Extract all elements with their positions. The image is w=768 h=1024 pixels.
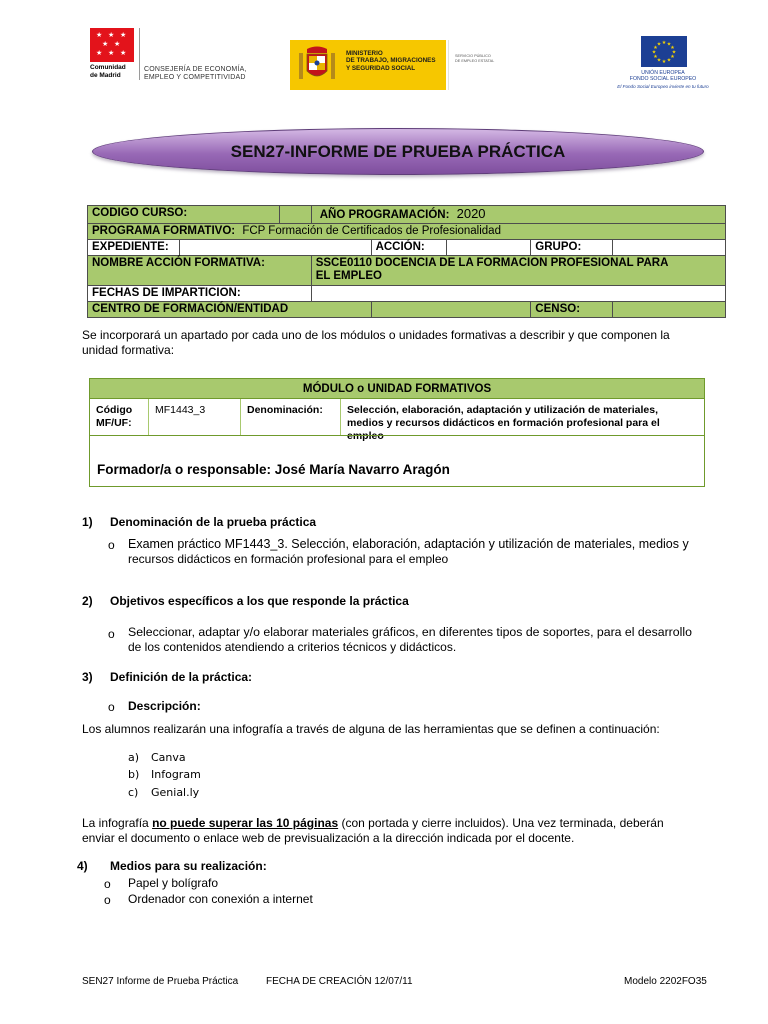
svg-text:★: ★ [653,54,658,61]
madrid-name: Comunidad de Madrid [90,64,126,79]
codigo-curso-value [279,206,311,224]
tool-item-canva: Canva [151,751,186,764]
eu-flag-icon [641,36,687,67]
centro-label: CENTRO DE FORMACIÓN/ENTIDAD [88,302,372,318]
ministerio-block [290,40,446,90]
section-2-number: 2) [82,594,93,608]
comunidad-madrid-logo [90,28,260,88]
section-3-number: 3) [82,670,93,684]
section-4-bullet: o [104,893,111,907]
fechas-label: FECHAS DE IMPARTICION: [88,286,312,302]
module-table [89,378,705,487]
page-title: SEN27-INFORME DE PRUEBA PRÁCTICA [230,142,566,161]
section-3-title: Definición de la práctica: [110,670,253,684]
programa-label: PROGRAMA FORMATIVO: [92,225,236,237]
svg-text:★: ★ [666,41,672,48]
responsable: Formador/a o responsable: José María Navarro Aragón [97,462,450,477]
censo-label: CENSO: [531,302,613,318]
section-1-bullet: o [108,538,115,552]
section-2-bullet: o [108,627,115,641]
codigo-mf-value: MF1443_3 [149,399,241,435]
intro-paragraph: Se incorporará un apartado por cada uno de los módulos o unidades formativas a describir y que componen la unidad formativa: [82,328,670,357]
nombre-accion-value: SSCE0110 DOCENCIA DE LA FORMACION PROFESIONAL PARA EL EMPLEO [311,256,725,286]
centro-value [371,302,531,318]
footer-model: Modelo 2202FO35 [624,976,707,987]
expediente-label: EXPEDIENTE: [88,240,180,256]
programa-value: FCP Formación de Certificados de Profesionalidad [242,225,501,237]
anio-label: AÑO PROGRAMACIÓN: [319,209,450,221]
section-3-note: La infografía no puede superar las 10 páginas (con portada y cierre incluidos). Una vez terminada, deberán enviar el documento o enlace web de previsualización a la dirección indicada por el docente. [82,816,664,845]
sepe-text: SERVICIO PÚBLICO DE EMPLEO ESTATAL [455,54,495,63]
grupo-value [613,240,726,256]
section-3-paragraph: Los alumnos realizarán una infografía a través de alguna de las herramientas que se definen a continuación: [82,722,660,736]
ministerio-text: MINISTERIO DE TRABAJO, MIGRACIONES Y SEGURIDAD SOCIAL [346,50,436,72]
footer-document-name: SEN27 Informe de Prueba Práctica [82,976,239,987]
course-info-table [87,205,726,318]
tool-item-marker: b) [128,768,140,781]
section-4-bullet: o [104,877,111,891]
media-item-paper: Papel y bolígrafo [128,876,219,890]
section-3-bullet: o [108,700,115,714]
union-europea-logo [608,36,718,94]
svg-text:★: ★ [666,57,672,64]
section-1-text: Examen práctico MF1443_3. Selección, elaboración, adaptación y utilización de materiales, medios y recursos didácticos en formación profesional para el empleo [128,537,689,566]
svg-text:★: ★ [656,41,662,48]
section-4-title: Medios para su realización: [110,859,267,873]
title-banner [92,128,704,175]
denominacion-value: Selección, elaboración, adaptación y utilización de materiales, medios y recursos didácticos en formación profesional para el empleo [347,404,660,442]
tool-item-genially: Genial.ly [151,786,200,799]
ministerio-logo [290,40,504,90]
section-2-title: Objetivos específicos a los que responde la práctica [110,594,409,608]
anio-programacion-cell [311,206,725,224]
ue-motto: El Fondo Social Europeo invierte en tu futuro [617,84,709,89]
section-1-number: 1) [82,515,93,529]
section-2-text: Seleccionar, adaptar y/o elaborar materiales gráficos, en diferentes tipos de soportes, para el desarrollo de los contenidos atendiendo a criterios técnicos y didácticos. [128,625,692,654]
fechas-value [311,286,725,302]
svg-text:★: ★ [651,49,657,56]
expediente-value [179,240,371,256]
programa-formativo-cell [88,224,726,240]
accion-label: ACCIÓN: [371,240,446,256]
svg-text:★: ★ [656,57,662,64]
grupo-label: GRUPO: [531,240,613,256]
svg-text:★: ★ [670,54,675,61]
media-item-computer: Ordenador con conexión a internet [128,892,313,906]
page-limit-emphasis: no puede superar las 10 páginas [152,816,339,830]
madrid-department: CONSEJERÍA DE ECONOMÍA, EMPLEO Y COMPETITIVIDAD [144,66,247,81]
tool-item-marker: c) [128,786,139,799]
svg-text:★: ★ [661,59,667,65]
accion-value [446,240,531,256]
section-4-number: 4) [77,859,88,873]
madrid-flag-icon: ★ ★ ★ ★ ★ ★ ★ ★ [90,28,134,62]
coat-of-arms-icon [296,45,338,85]
madrid-separator [139,28,140,80]
section-1-title: Denominación de la prueba práctica [110,515,317,529]
denominacion-label: Denominación: [241,399,341,435]
tool-item-infogram: Infogram [151,768,201,781]
module-header: MÓDULO o UNIDAD FORMATIVOS [90,379,704,399]
footer-creation-date: FECHA DE CREACIÓN 12/07/11 [266,976,413,987]
section-3-subtitle: Descripción: [128,699,201,713]
svg-text:★: ★ [671,49,677,56]
module-divider [90,435,704,457]
anio-value: 2020 [456,206,486,221]
sepe-block [448,40,504,90]
codigo-mf-label: Código MF/UF: [90,399,149,435]
ue-text: UNIÓN EUROPEA FONDO SOCIAL EUROPEO [629,70,697,82]
codigo-curso-label: CODIGO CURSO: [88,206,280,224]
svg-text:★: ★ [653,44,658,51]
tool-item-marker: a) [128,751,140,764]
censo-value [613,302,726,318]
svg-text:★: ★ [670,44,675,51]
svg-text:★: ★ [661,40,667,46]
nombre-accion-label: NOMBRE ACCIÓN FORMATIVA: [88,256,312,286]
